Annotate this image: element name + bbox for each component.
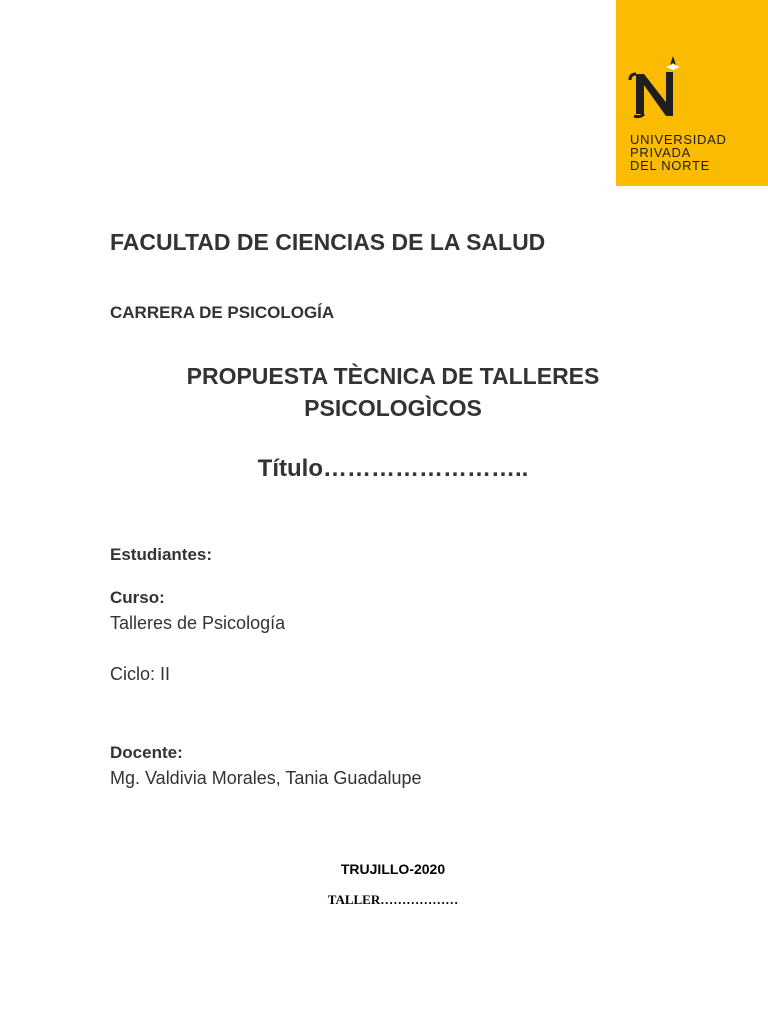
teacher-label: Docente: [110,743,183,762]
course-label: Curso: [110,588,165,607]
upn-n-mark-icon [626,50,686,125]
city-year: TRUJILLO-2020 [340,861,446,877]
document-title: Título…………………….. [257,455,529,482]
logo-text [630,133,727,172]
logo-line-3: DEL NORTE [630,158,710,173]
university-logo [616,0,768,186]
students-label: Estudiantes: [110,545,213,564]
cycle-text: Ciclo: II [110,664,171,684]
career-heading: CARRERA DE PSICOLOGÍA [110,303,335,322]
proposal-line-1: PROPUESTA TÈCNICA DE TALLERES [186,363,600,389]
proposal-line-2: PSICOLOGÌCOS [304,395,482,421]
teacher-name: Mg. Valdivia Morales, Tania Guadalupe [110,768,422,788]
proposal-title [110,360,676,424]
course-name: Talleres de Psicología [110,613,286,633]
logo-line-2: PRIVADA [630,145,692,160]
taller-line: TALLER……………… [327,892,459,907]
logo-line-1: UNIVERSIDAD [630,132,727,147]
faculty-heading: FACULTAD DE CIENCIAS DE LA SALUD [110,229,546,255]
